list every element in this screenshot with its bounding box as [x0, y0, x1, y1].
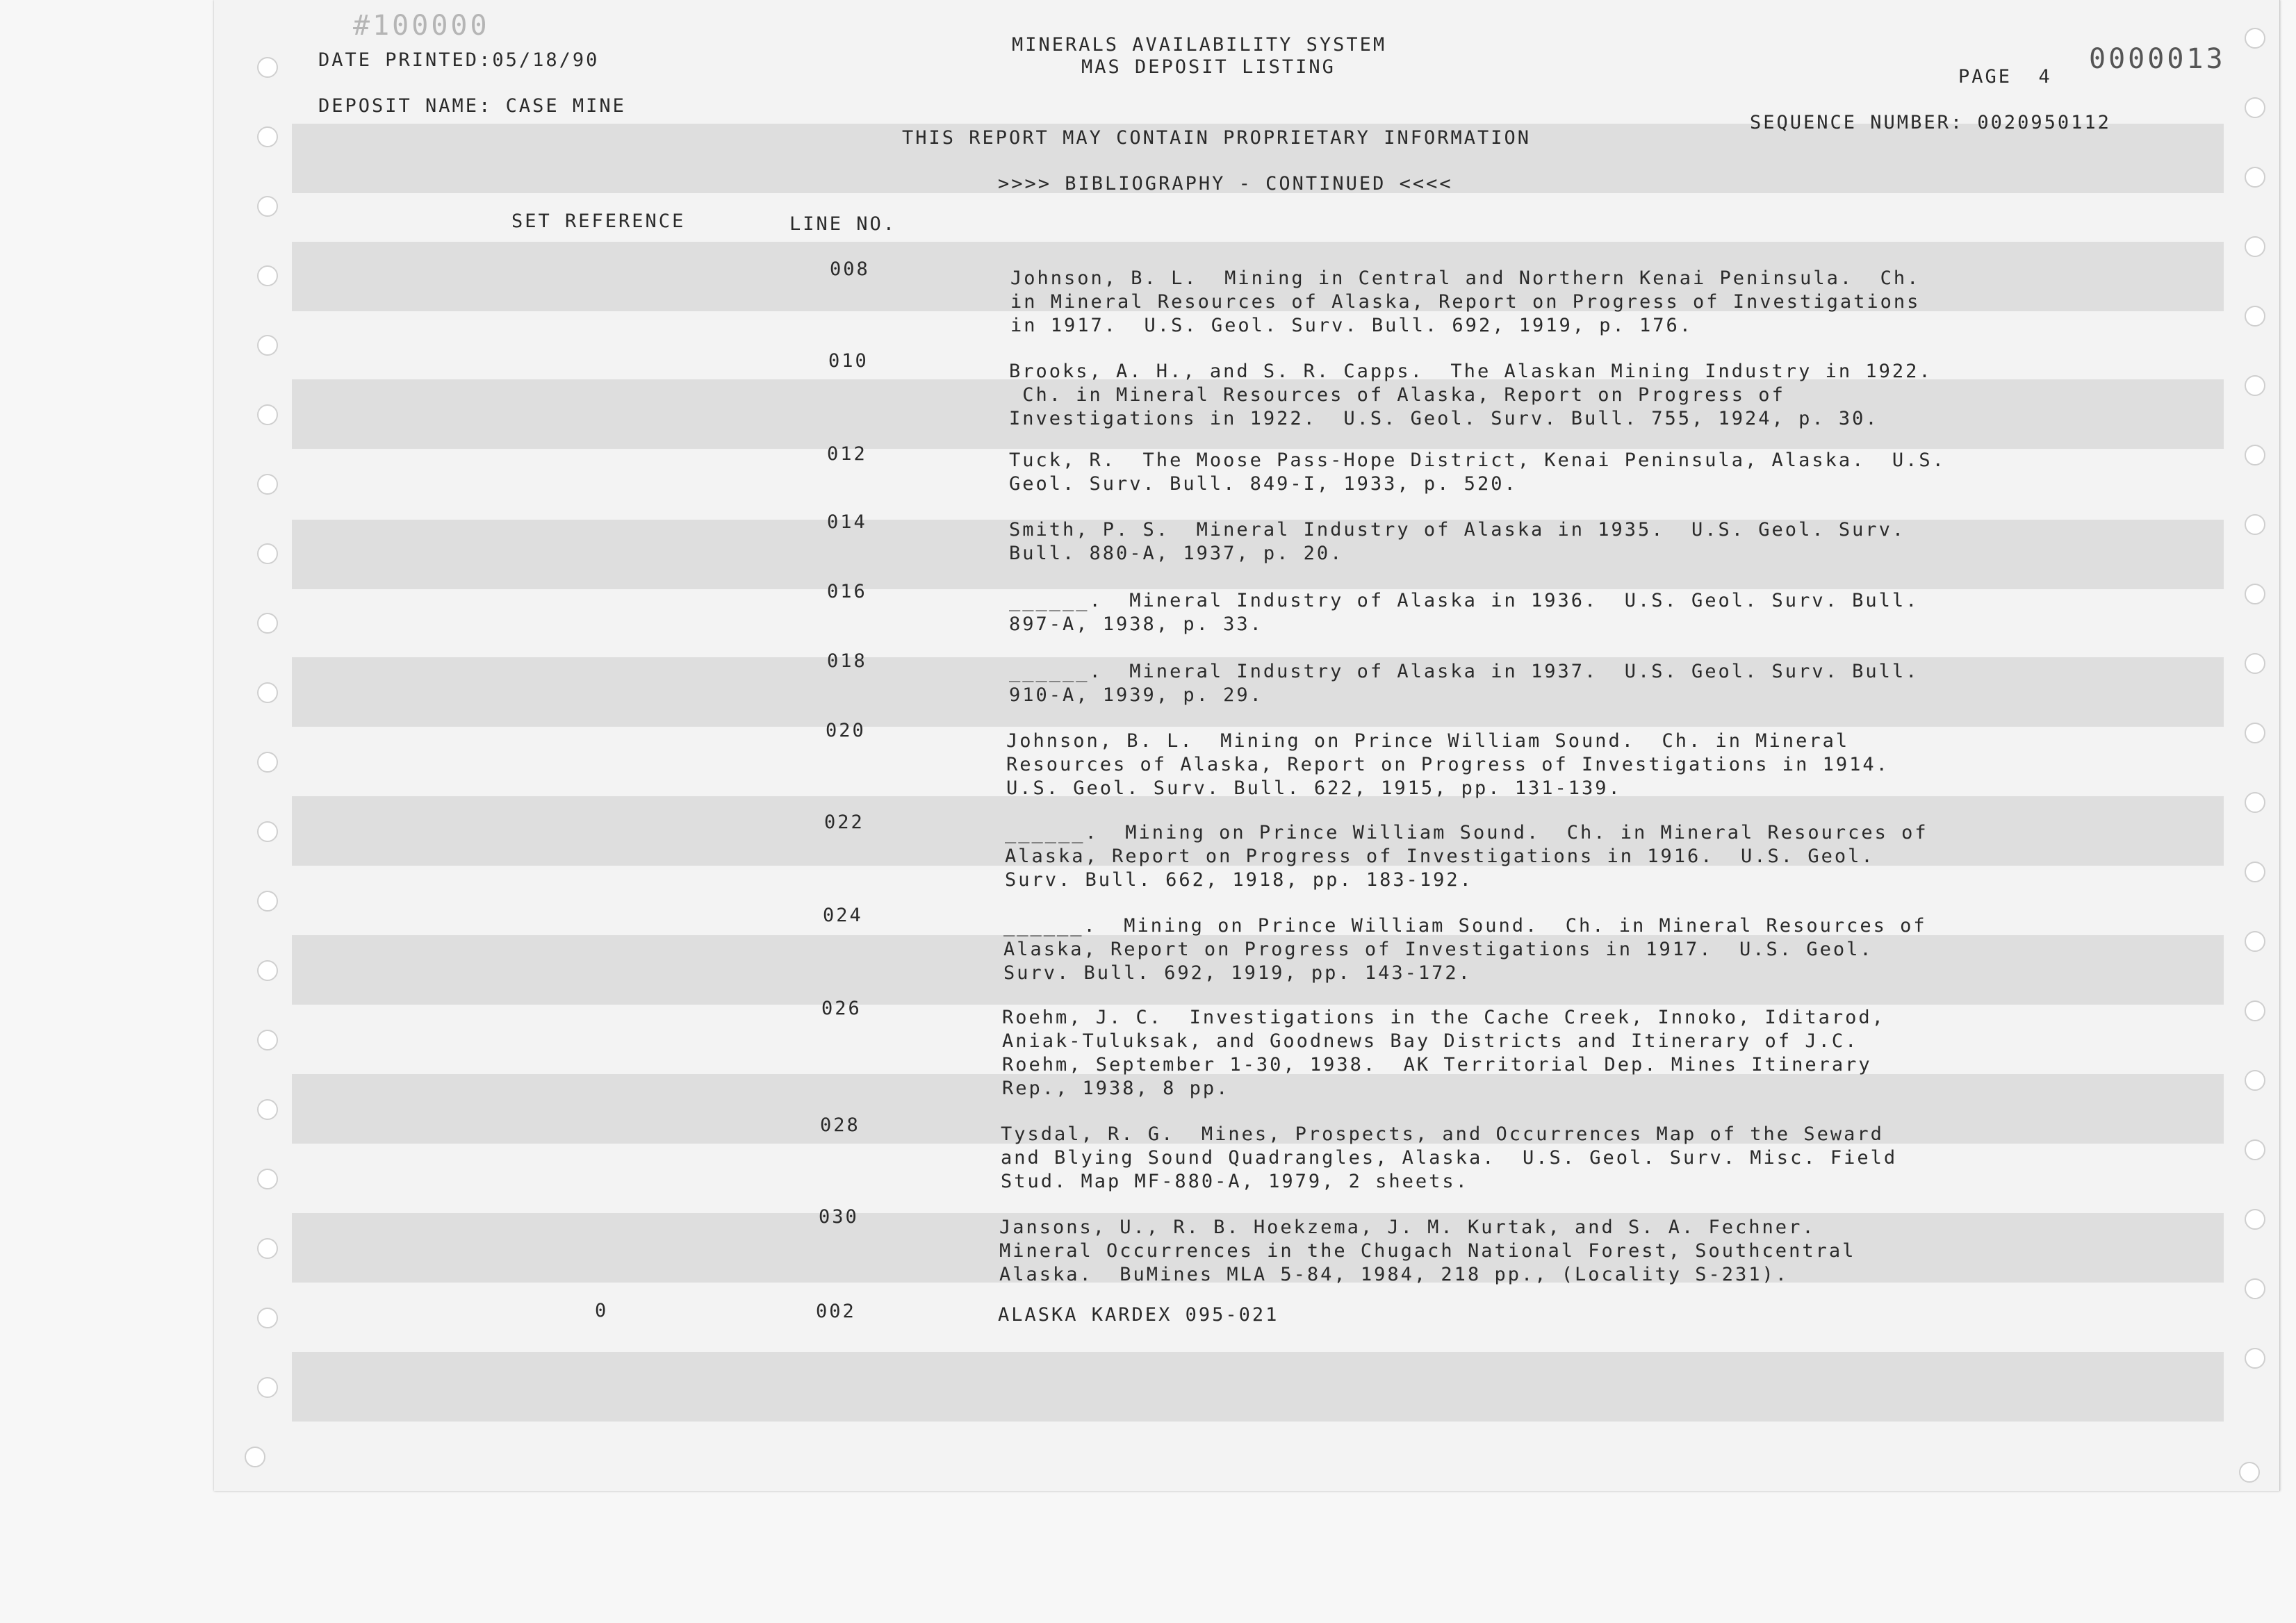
citation-text: ______. Mining on Prince William Sound. Ch. in Mineral Resources of Alaska, Report on Progress of Investigations in 1917. U.S. Geol. Surv. Bull. 692, 1919, pp. 143-172. — [1003, 915, 1927, 984]
line-number: 002 — [816, 1301, 856, 1322]
document-stamp-right: 0000013 — [2089, 43, 2226, 75]
tractor-hole — [2245, 584, 2265, 604]
tractor-hole — [257, 613, 278, 634]
citation-text: Tuck, R. The Moose Pass-Hope District, Kenai Peninsula, Alaska. U.S. Geol. Surv. Bull. 849-I, 1933, p. 520. — [1009, 450, 1946, 495]
tractor-hole — [2245, 1139, 2265, 1160]
tractor-hole — [257, 891, 278, 912]
tractor-hole — [2245, 931, 2265, 952]
citation-text: ______. Mining on Prince William Sound. Ch. in Mineral Resources of Alaska, Report on Progress of Investigations in 1916. U.S. Geol. Surv. Bull. 662, 1918, pp. 183-192. — [1005, 822, 1928, 891]
tractor-hole — [2245, 97, 2265, 118]
line-number: 016 — [827, 581, 867, 602]
tractor-hole — [2245, 236, 2265, 257]
tractor-hole — [257, 682, 278, 703]
tractor-hole — [257, 404, 278, 425]
tractor-hole — [257, 1308, 278, 1328]
listing-title: MAS DEPOSIT LISTING — [1081, 56, 1336, 78]
tractor-hole — [2245, 1070, 2265, 1091]
proprietary-notice: THIS REPORT MAY CONTAIN PROPRIETARY INFORMATION — [902, 127, 1532, 149]
citation-text: Tysdal, R. G. Mines, Prospects, and Occurrences Map of the Seward and Blying Sound Quadrangles, Alaska. U.S. Geol. Surv. Misc. Field Stud. Map MF-880-A, 1979, 2 sheets. — [1001, 1123, 1898, 1192]
tractor-hole — [257, 265, 278, 286]
set-reference-value: 0 — [595, 1300, 609, 1321]
line-number: 014 — [827, 511, 867, 533]
tractor-hole — [257, 752, 278, 773]
citation-text: ______. Mineral Industry of Alaska in 1937. U.S. Geol. Surv. Bull. 910-A, 1939, p. 29. — [1009, 661, 1919, 706]
tractor-hole — [257, 821, 278, 842]
tractor-hole — [2245, 653, 2265, 674]
tractor-hole — [257, 1030, 278, 1051]
tractor-hole — [2245, 375, 2265, 396]
tractor-hole — [257, 1238, 278, 1259]
citation-text: Roehm, J. C. Investigations in the Cache Creek, Innoko, Iditarod, Aniak-Tuluksak, and Goodnews Bay Districts and Itinerary of J.C. Roehm, September 1-30, 1938. AK Territorial Dep. Mines Itinerary Rep., 1938, 8 pp. — [1002, 1007, 1885, 1099]
tractor-hole — [2239, 1462, 2260, 1483]
tractor-hole — [257, 126, 278, 147]
tractor-hole — [257, 543, 278, 564]
column-header-line-no: LINE NO. — [789, 213, 897, 235]
tractor-hole — [2245, 1209, 2265, 1230]
tractor-hole — [2245, 514, 2265, 535]
tractor-hole — [2245, 306, 2265, 327]
line-number: 018 — [827, 650, 867, 672]
citation-text: Johnson, B. L. Mining in Central and Northern Kenai Peninsula. Ch. in Mineral Resources of Alaska, Report on Progress of Investigations in 1917. U.S. Geol. Surv. Bull. 692, 1919, p. 176. — [1010, 267, 1921, 336]
deposit-name: DEPOSIT NAME: CASE MINE — [318, 95, 626, 117]
line-number: 020 — [826, 720, 866, 741]
citation-text: Johnson, B. L. Mining on Prince William Sound. Ch. in Mineral Resources of Alaska, Report on Progress of Investigations in 1914. U.S. Geol. Surv. Bull. 622, 1915, pp. 131-139. — [1006, 730, 1889, 799]
document-stamp-left: #100000 — [353, 10, 490, 42]
tractor-hole — [257, 474, 278, 495]
tractor-hole — [245, 1447, 265, 1467]
tractor-hole — [2245, 167, 2265, 188]
page-number: PAGE 4 — [1958, 66, 2052, 88]
sequence-number: SEQUENCE NUMBER: 0020950112 — [1750, 112, 2111, 133]
tractor-hole — [2245, 1278, 2265, 1299]
section-heading: >>>> BIBLIOGRAPHY - CONTINUED <<<< — [998, 173, 1453, 195]
tractor-hole — [257, 335, 278, 356]
line-number: 010 — [828, 350, 869, 372]
tractor-hole — [257, 1377, 278, 1398]
citation-text: Jansons, U., R. B. Hoekzema, J. M. Kurtak, and S. A. Fechner. Mineral Occurrences in the Chugach National Forest, Southcentral Alaska. BuMines MLA 5-84, 1984, 218 pp., (Locality S-231). — [999, 1217, 1856, 1285]
citation-text: Smith, P. S. Mineral Industry of Alaska in 1935. U.S. Geol. Surv. Bull. 880-A, 1937, p. 20. — [1009, 519, 1906, 564]
greenbar-band — [292, 1352, 2224, 1422]
tractor-hole — [257, 57, 278, 78]
tractor-hole — [257, 196, 278, 217]
column-header-set-reference: SET REFERENCE — [511, 211, 686, 232]
line-number: 026 — [821, 998, 862, 1019]
citation-text: ______. Mineral Industry of Alaska in 1936. U.S. Geol. Surv. Bull. 897-A, 1938, p. 33. — [1009, 590, 1919, 635]
tractor-hole — [2245, 1000, 2265, 1021]
citation-text: ALASKA KARDEX 095-021 — [998, 1304, 1279, 1326]
system-title: MINERALS AVAILABILITY SYSTEM — [1012, 34, 1387, 56]
line-number: 012 — [827, 443, 867, 465]
tractor-hole — [2245, 862, 2265, 882]
tractor-hole — [2245, 723, 2265, 743]
citation-text: Brooks, A. H., and S. R. Capps. The Alaskan Mining Industry in 1922. Ch. in Mineral Resources of Alaska, Report on Progress of Investigations in 1922. U.S. Geol. Surv. Bull. 755, 1924, p. 30. — [1009, 361, 1933, 429]
tractor-hole — [2245, 1348, 2265, 1369]
tractor-hole — [2245, 445, 2265, 466]
tractor-hole — [257, 960, 278, 981]
tractor-hole — [257, 1169, 278, 1189]
line-number: 024 — [823, 905, 863, 926]
tractor-hole — [2245, 792, 2265, 813]
line-number: 030 — [819, 1206, 859, 1228]
line-number: 008 — [830, 258, 870, 280]
tractor-hole — [2245, 28, 2265, 49]
date-printed: DATE PRINTED:05/18/90 — [318, 49, 600, 71]
line-number: 022 — [824, 812, 864, 833]
tractor-hole — [257, 1099, 278, 1120]
line-number: 028 — [820, 1114, 860, 1136]
